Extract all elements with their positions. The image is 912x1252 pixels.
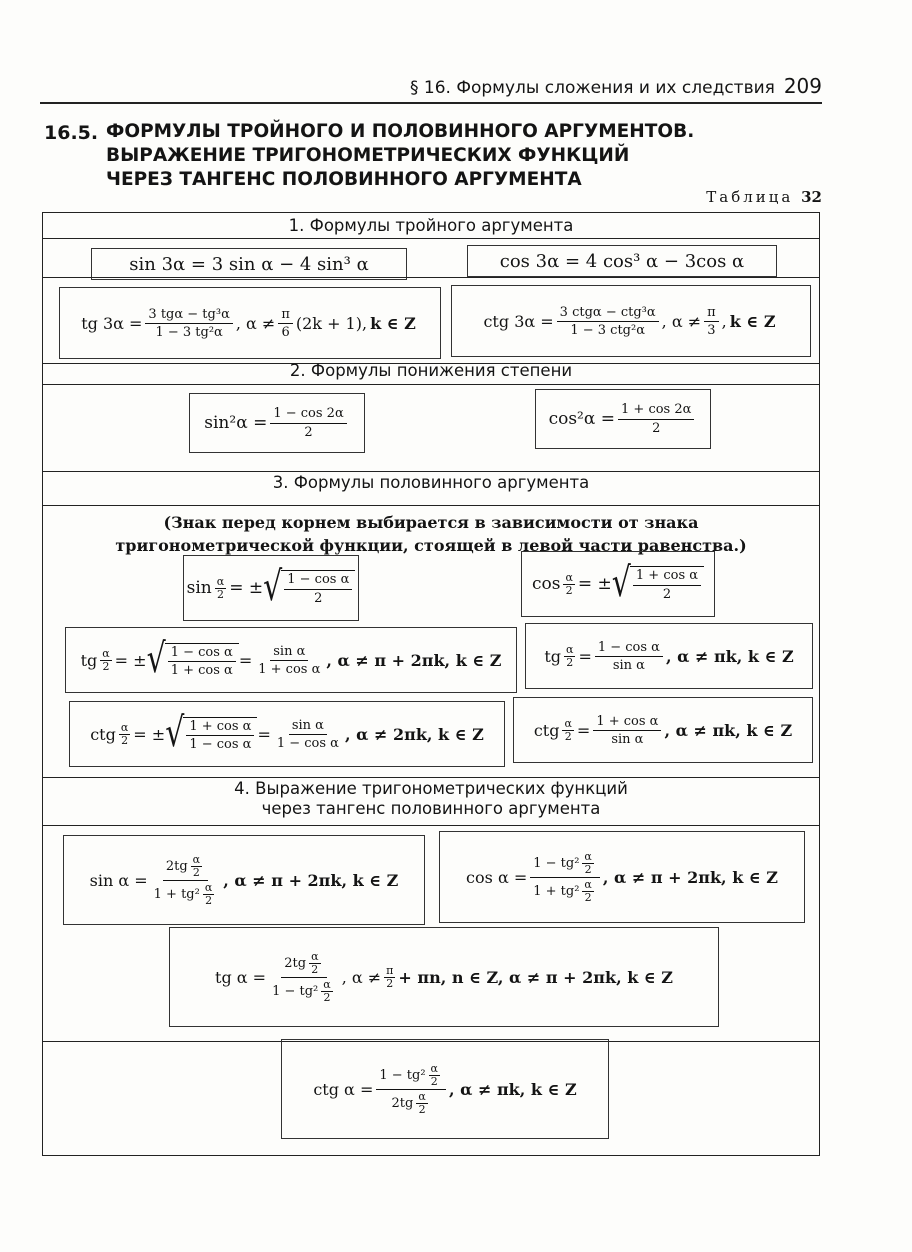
formula-tg-3a <box>59 287 441 359</box>
fraction: $\frac{\text{1 + cos α}}{2}$ <box>633 568 701 603</box>
running-head <box>410 74 822 98</box>
caption-triple: 1. Формулы тройного аргумента <box>288 216 574 235</box>
fraction: $\frac{\text{1 − cos α}}{\text{1 + cos α}}$ <box>168 645 236 678</box>
lhs: cos²α = <box>548 409 616 429</box>
lhs: cos <box>531 574 561 594</box>
running-title: § 16. Формулы сложения и их следствия <box>410 78 775 98</box>
row-divider <box>43 505 819 506</box>
row-divider <box>43 238 819 239</box>
fraction: 2tg $\frac{\alpha}{2}$ 1 + tg² $\frac{\alpha}{2}$ <box>153 852 213 907</box>
fraction: $\frac{\alpha}{2}$ <box>120 720 129 747</box>
lhs: sin α = <box>89 870 148 890</box>
section-title-line: ВЫРАЖЕНИЕ ТРИГОНОМЕТРИЧЕСКИХ ФУНКЦИЙ <box>106 145 630 166</box>
lhs: sin²α = <box>204 413 268 433</box>
lhs: tg α = <box>215 967 267 987</box>
square-root: √ $\frac{\text{1 + cos α}}{2}$ <box>612 566 704 603</box>
sign-note-line: тригонометрической функции, стоящей в левой части равенства.) <box>115 536 747 555</box>
lhs: tg <box>80 650 98 670</box>
fraction: $\frac{1 + \cos 2\alpha}{2}$ <box>618 402 694 437</box>
fraction: $\frac{\alpha}{2}$ <box>566 642 574 669</box>
lhs: ctg <box>90 724 116 744</box>
formula-sin-3a: sin 3α = 3 sin α − 4 sin³ α <box>91 248 407 280</box>
condition: , α ≠ π + 2πk, k ∈ Z <box>602 867 778 887</box>
fraction: $\frac{\text{1 + cos α}}{\text{sin α}}$ <box>593 714 661 747</box>
fraction: $\frac{\alpha}{2}$ <box>192 852 201 879</box>
lhs: cos α = <box>466 867 528 887</box>
caption-line: через тангенс половинного аргумента <box>261 799 601 818</box>
section-title <box>106 120 694 192</box>
section-title-line: ФОРМУЛЫ ТРОЙНОГО И ПОЛОВИННОГО АРГУМЕНТОВ. <box>106 121 695 142</box>
lhs: ctg α = <box>313 1079 374 1099</box>
fraction: $\frac{\text{3 tgα − tg³α}}{\text{1 − 3 tg²α}}$ <box>145 307 232 340</box>
fraction: $\frac{\pi}{2}$ <box>386 963 394 990</box>
square-root: √ $\frac{\text{1 − cos α}}{2}$ <box>263 570 355 607</box>
fraction: $\frac{\alpha}{2}$ <box>430 1061 438 1088</box>
fraction: $\frac{\text{sin α}}{\text{1 + cos α}}$ <box>258 643 321 677</box>
fraction: $\frac{\alpha}{2}$ <box>323 977 331 1004</box>
set-condition: k ∈ Z <box>729 311 776 331</box>
equals: = ± <box>133 724 166 744</box>
formula-ctg-via-tan <box>281 1039 609 1139</box>
formula-ctg-3a <box>451 285 811 357</box>
fraction: $\frac{\alpha}{2}$ <box>564 716 572 743</box>
equals: = ± <box>577 574 612 594</box>
lhs: tg <box>544 646 561 666</box>
formula-ctg-half <box>513 697 813 763</box>
fraction: 1 − tg² $\frac{\alpha}{2}$ 2tg $\frac{\alpha}{2}$ <box>376 1063 446 1116</box>
formula-cos-3a: cos 3α = 4 cos³ α − 3cos α <box>467 245 777 277</box>
condition: (2k + 1), <box>295 313 368 333</box>
condition: , α ≠ π + 2πk, k ∈ Z <box>326 650 502 670</box>
lhs: ctg <box>533 720 560 740</box>
square-root: √ $\frac{\text{1 − cos α}}{\text{1 + cos α}}$ <box>147 643 239 678</box>
fraction: $\frac{\alpha}{2}$ <box>204 880 213 907</box>
page-number: 209 <box>783 74 822 98</box>
condition: , α ≠ πk, k ∈ Z <box>665 646 794 666</box>
equals: = <box>576 720 591 740</box>
table-label <box>706 188 822 206</box>
caption-half: 3. Формулы половинного аргумента <box>272 473 590 492</box>
condition: , α ≠ π + 2πk, k ∈ Z <box>223 870 399 890</box>
condition: , α ≠ πk, k ∈ Z <box>448 1079 577 1099</box>
fraction: $\frac{\alpha}{2}$ <box>584 877 592 904</box>
row-divider <box>43 471 819 472</box>
row-divider <box>43 825 819 826</box>
formula-ctg-half-root <box>69 701 505 767</box>
fraction: $\frac{\alpha}{2}$ <box>311 949 319 976</box>
fraction: $\frac{\text{1 + cos α}}{\text{1 − cos α}}$ <box>186 719 254 752</box>
equals: = ± <box>114 650 147 670</box>
fraction: 1 − tg² $\frac{\alpha}{2}$ 1 + tg² $\frac{\alpha}{2}$ <box>530 851 600 904</box>
formula-cos-via-tan <box>439 831 805 923</box>
equals: = ± <box>229 578 264 598</box>
fraction: $\frac{\alpha}{2}$ <box>102 646 110 673</box>
condition: , α ≠ πk, k ∈ Z <box>664 720 793 740</box>
fraction: $\frac{\text{1 − cos α}}{\text{sin α}}$ <box>595 640 663 673</box>
fraction: $\frac{\text{3 ctgα − ctg³α}}{\text{1 − 3 ctg²α}}$ <box>557 305 659 338</box>
section-number: 16.5. <box>44 122 99 144</box>
sign-note-line: (Знак перед корнем выбирается в зависимости от знака <box>163 513 699 532</box>
formula-table <box>42 212 820 1156</box>
condition: , α ≠ 2πk, k ∈ Z <box>344 724 484 744</box>
condition: , α ≠ <box>235 313 276 333</box>
lhs: sin <box>186 578 212 598</box>
row-divider <box>43 277 819 278</box>
caption-power: 2. Формулы понижения степени <box>289 361 573 380</box>
fraction: $\frac{\alpha}{2}$ <box>565 570 573 597</box>
table-label-number: 32 <box>801 188 822 206</box>
fraction: $\frac{\alpha}{2}$ <box>418 1089 426 1116</box>
lhs: tg 3α = <box>81 313 143 333</box>
fraction: $\frac{1 - \cos 2\alpha}{2}$ <box>270 406 346 441</box>
fraction: $\frac{\pi}{6}$ <box>278 307 293 340</box>
fraction: $\frac{\alpha}{2}$ <box>216 574 225 601</box>
lhs: ctg 3α = <box>483 311 554 331</box>
fraction: $\frac{\text{1 − cos α}}{2}$ <box>284 572 352 607</box>
formula-sin-squared <box>189 393 365 453</box>
row-divider <box>43 384 819 385</box>
formula-tg-half-root <box>65 627 517 693</box>
fraction: $\frac{\pi}{3}$ <box>704 305 719 338</box>
row-divider <box>43 777 819 778</box>
condition: + πn, n ∈ Z, α ≠ π + 2πk, k ∈ Z <box>398 967 673 987</box>
caption-line: 4. Выражение тригонометрических функций <box>234 779 628 798</box>
section-title-line: ЧЕРЕЗ ТАНГЕНС ПОЛОВИННОГО АРГУМЕНТА <box>106 169 582 190</box>
fraction: $\frac{\text{sin α}}{\text{1 − cos α}}$ <box>276 717 339 751</box>
formula-tg-via-tan <box>169 927 719 1027</box>
table-label-word: Таблица <box>706 188 794 206</box>
set-condition: k ∈ Z <box>370 313 416 333</box>
condition: , α ≠ <box>661 311 702 331</box>
formula-sin-via-tan <box>63 835 425 925</box>
fraction: 2tg $\frac{\alpha}{2}$ 1 − tg² $\frac{\alpha}{2}$ <box>272 949 331 1004</box>
equals: = <box>257 724 271 744</box>
fraction: $\frac{\alpha}{2}$ <box>584 849 592 876</box>
formula-cos-squared <box>535 389 711 449</box>
header-rule <box>40 102 822 104</box>
equals: = <box>238 650 253 670</box>
equals: = <box>578 646 592 666</box>
formula-cos-half <box>521 551 715 617</box>
formula-tg-half <box>525 623 813 689</box>
condition: , <box>721 311 727 331</box>
caption-via-tan <box>43 779 819 819</box>
condition: , α ≠ <box>341 967 382 987</box>
square-root: √ $\frac{\text{1 + cos α}}{\text{1 − cos α}}$ <box>165 717 257 752</box>
formula-sin-half <box>183 555 359 621</box>
